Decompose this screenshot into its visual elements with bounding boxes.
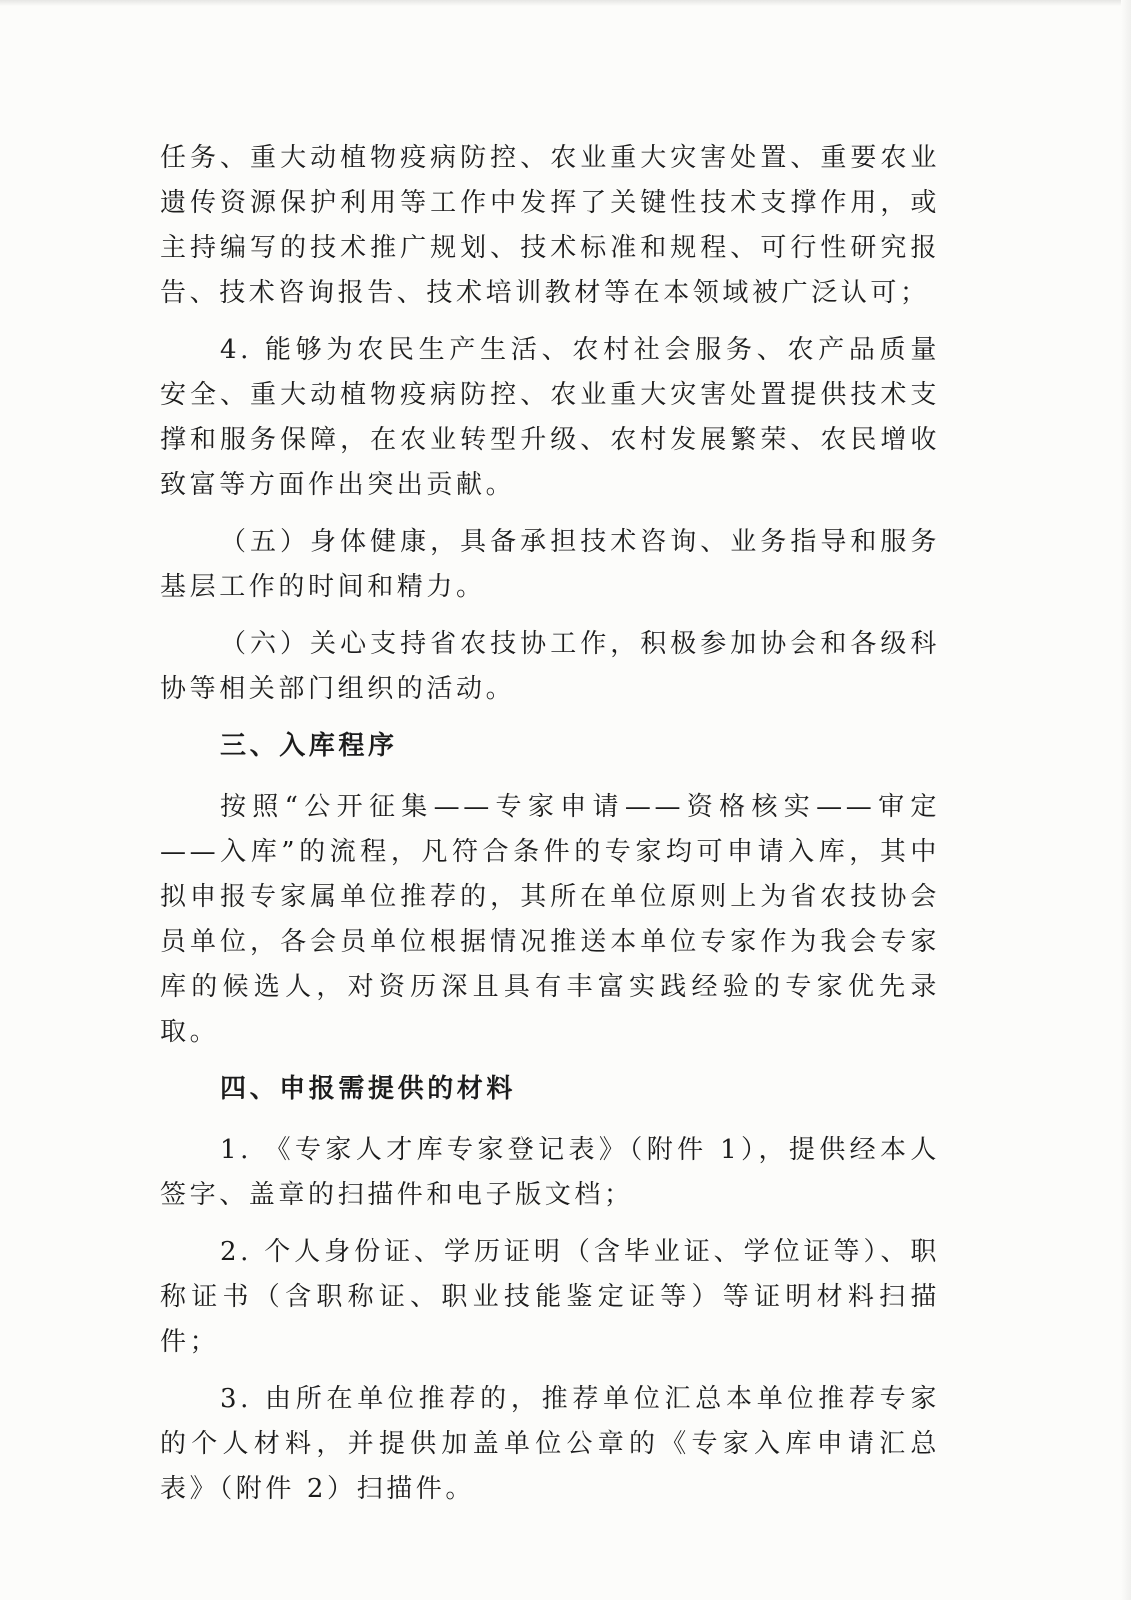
paragraph-material-3: 3. 由所在单位推荐的，推荐单位汇总本单位推荐专家的个人材料，并提供加盖单位公章的《专家入库申请汇总表》（附件 2）扫描件。 xyxy=(160,1384,940,1504)
scan-edge-right xyxy=(1121,0,1131,1600)
paragraph-material-1: 1. 《专家人才库专家登记表》（附件 1），提供经本人签字、盖章的扫描件和电子版文档； xyxy=(160,1135,940,1210)
section-heading-3: 三、入库程序 xyxy=(220,731,398,761)
paragraph-condition-6: （六）关心支持省农技协工作，积极参加协会和各级科协等相关部门组织的活动。 xyxy=(160,629,940,704)
scan-edge-top xyxy=(0,0,1131,6)
paragraph-procedure: 按照“公开征集——专家申请——资格核实——审定——入库”的流程，凡符合条件的专家均可申请入库，其中拟申报专家属单位推荐的，其所在单位原则上为省农技协会员单位，各会员单位根据情况推送本单位专家作为我会专家库的候选人，对资历深且具有丰富实践经验的专家优先录取。 xyxy=(160,792,940,1047)
paragraph-material-2: 2. 个人身份证、学历证明（含毕业证、学位证等）、职称证书（含职称证、职业技能鉴定证等）等证明材料扫描件； xyxy=(160,1237,940,1357)
document-body xyxy=(160,136,940,1524)
paragraph-continued: 任务、重大动植物疫病防控、农业重大灾害处置、重要农业遗传资源保护利用等工作中发挥了关键性技术支撑作用，或主持编写的技术推广规划、技术标准和规程、可行性研究报告、技术咨询报告、技术培训教材等在本领域被广泛认可； xyxy=(160,143,940,308)
paragraph-item-4: 4. 能够为农民生产生活、农村社会服务、农产品质量安全、重大动植物疫病防控、农业重大灾害处置提供技术支撑和服务保障，在农业转型升级、农村发展繁荣、农民增收致富等方面作出突出贡献。 xyxy=(160,335,940,500)
paragraph-condition-5: （五）身体健康，具备承担技术咨询、业务指导和服务基层工作的时间和精力。 xyxy=(160,527,940,602)
section-heading-4: 四、申报需提供的材料 xyxy=(220,1074,517,1104)
